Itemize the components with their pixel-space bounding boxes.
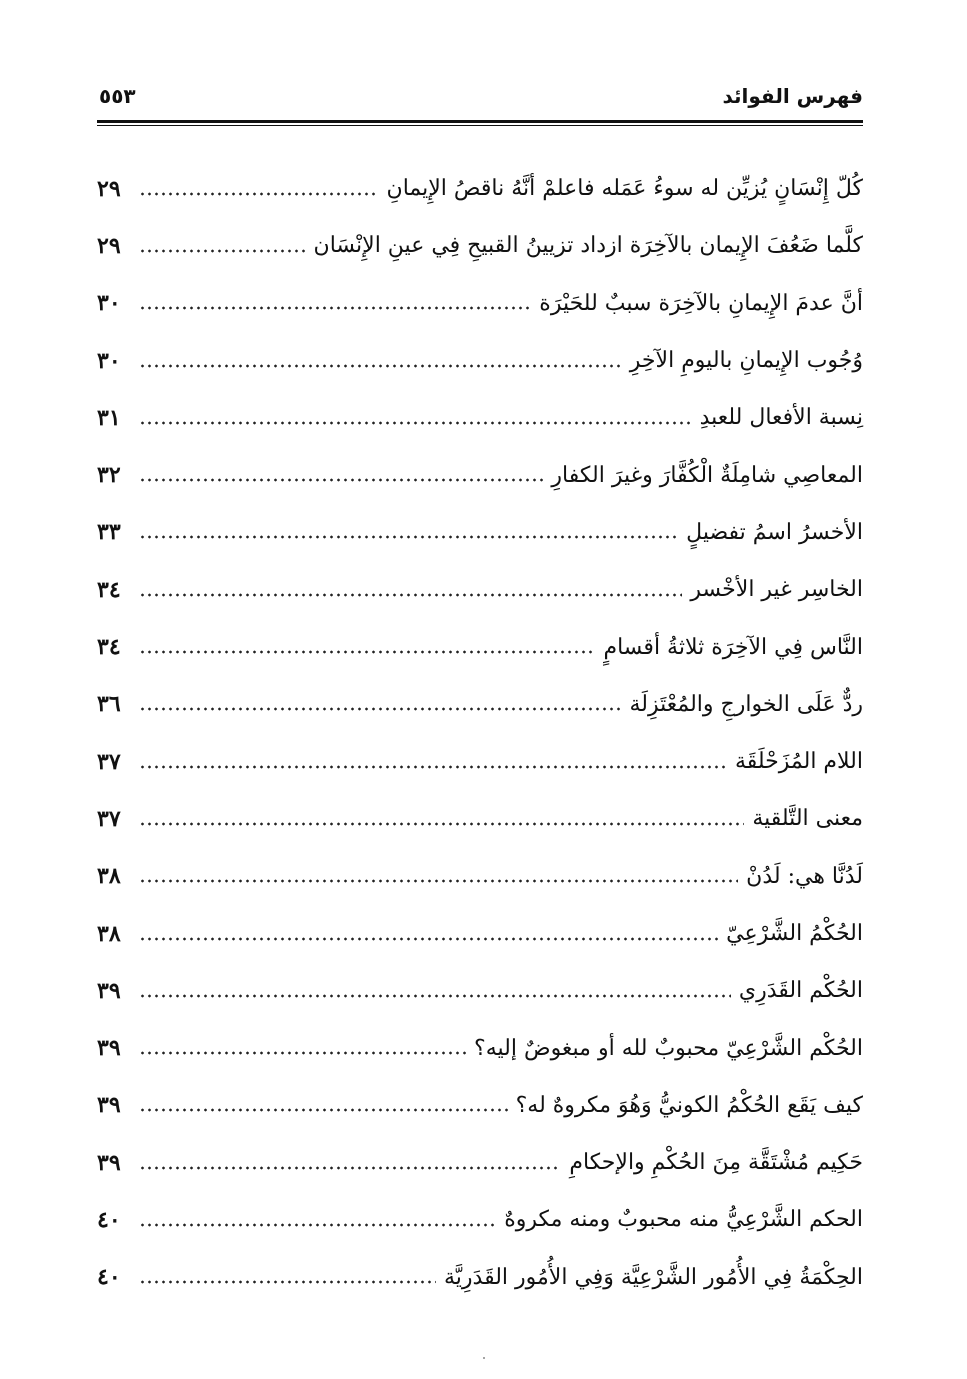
dot-leader: [139, 1223, 496, 1227]
entry-text: لَدُنَّا هي: لَدُنْ: [746, 863, 863, 889]
index-entry: [97, 1077, 863, 1134]
entry-page: ٣٤: [97, 634, 121, 661]
index-entry: [97, 676, 863, 733]
index-entry: [97, 446, 863, 503]
dot-leader: [139, 822, 744, 826]
scan-speck: [483, 1357, 485, 1359]
entry-page: ٣٩: [97, 1035, 121, 1062]
entry-text: اللام المُزَحْلَقَة: [734, 749, 863, 775]
index-entry: [97, 733, 863, 790]
index-entry: [97, 905, 863, 962]
entry-page: ٣٩: [97, 1092, 121, 1119]
index-entry: [97, 389, 863, 446]
entry-text: الحِكْمَةُ فِي الأُمُور الشَّرْعِيَّة وَفِي الأُمُور القَدَرِيَّة: [443, 1264, 863, 1290]
entry-page: ٣٧: [97, 805, 121, 832]
dot-leader: [139, 707, 621, 711]
entry-text: أنَّ عدمَ الإِيمانِ بالآخِرَة سببٌ للحَيْرَة: [539, 290, 863, 316]
dot-leader: [139, 478, 543, 482]
dot-leader: [139, 249, 306, 253]
entry-text: الحُكْمُ الشَّرْعِيّ: [726, 921, 863, 946]
entry-text: حَكِيم مُشْتَقَّة مِنَ الحُكْمِ والإحكامِ: [569, 1150, 863, 1176]
index-entry: [97, 504, 863, 561]
dot-leader: [139, 192, 379, 196]
index-entry: [97, 1249, 863, 1306]
entry-text: الخاسِر غير الأخْسر: [690, 577, 863, 603]
entry-page: ٣٩: [97, 1149, 121, 1176]
entry-page: ٣٦: [97, 691, 121, 718]
entry-page: ٤٠: [97, 1264, 121, 1291]
header-rule-thin: [97, 125, 863, 126]
page-header: [97, 84, 863, 120]
entry-page: ٣٠: [97, 290, 121, 317]
dot-leader: [139, 421, 692, 425]
entry-page: ٢٩: [97, 175, 121, 202]
dot-leader: [139, 1051, 466, 1055]
entry-text: الأخسرُ اسمُ تفضيلٍ: [686, 519, 863, 545]
dot-leader: [139, 364, 622, 368]
index-entry: [97, 1019, 863, 1076]
entry-page: ٣٨: [97, 863, 121, 890]
entry-page: ٣٣: [97, 519, 121, 546]
dot-leader: [139, 593, 682, 597]
dot-leader: [139, 1166, 561, 1170]
entry-page: ٣٢: [97, 462, 121, 489]
dot-leader: [139, 1108, 508, 1112]
entry-page: ٣٨: [97, 920, 121, 947]
dot-leader: [139, 765, 727, 769]
index-entry: [97, 275, 863, 332]
index-entry: [97, 790, 863, 847]
entry-page: ٤٠: [97, 1206, 121, 1233]
entry-text: النَّاس فِي الآخِرَة ثلاثةُ أقسامٍ: [603, 634, 863, 660]
entry-text: كيف يَقَع الحُكْمُ الكونيُّ وَهُوَ مكروهٌ له؟: [515, 1092, 863, 1118]
entry-text: معنى التَّلقية: [752, 806, 863, 832]
entry-page: ٣٩: [97, 977, 121, 1004]
entry-text: كُلّ إِنْسَانٍ يُزيِّن له سوءُ عَمَله فاعلمْ أنَّهُ ناقصُ الإِيمانِ: [386, 176, 863, 202]
dot-leader: [139, 535, 678, 539]
entry-page: ٣٠: [97, 347, 121, 374]
entry-text: نِسبة الأفعال للعبدِ: [699, 405, 863, 431]
dot-leader: [139, 306, 531, 310]
page-number: ٥٥٣: [99, 84, 136, 108]
dot-leader: [139, 1280, 436, 1284]
dot-leader: [139, 650, 595, 654]
running-title: فهرس الفوائد: [722, 84, 863, 108]
entry-page: ٢٩: [97, 232, 121, 259]
index-entry: [97, 561, 863, 618]
header-rule-thick: [97, 120, 863, 123]
dot-leader: [139, 994, 731, 998]
entry-page: ٣٤: [97, 576, 121, 603]
index-entries: [97, 160, 863, 1306]
entry-text: المعاصِي شامِلَةٌ الْكُفَّارَ وغيرَ الكفارِ: [551, 462, 863, 488]
entry-text: الحُكْم القَدَرِي: [738, 978, 863, 1004]
dot-leader: [139, 879, 738, 883]
index-entry: [97, 848, 863, 905]
index-entry: [97, 962, 863, 1019]
entry-page: ٣١: [97, 404, 121, 431]
index-entry: [97, 217, 863, 274]
index-entry: [97, 1191, 863, 1248]
dot-leader: [139, 937, 718, 941]
entry-page: ٣٧: [97, 748, 121, 775]
entry-text: وُجُوب الإِيمانِ باليومِ الآخِرِ: [629, 348, 863, 374]
index-entry: [97, 1134, 863, 1191]
entry-text: الحكم الشَّرْعِيُّ منه محبوبٌ ومنه مكروهٌ: [504, 1207, 863, 1233]
entry-text: الحُكْم الشَّرْعِيّ محبوبٌ لله أو مبغوضٌ إليه؟: [474, 1035, 863, 1061]
index-entry: [97, 332, 863, 389]
index-entry: [97, 618, 863, 675]
index-entry: [97, 160, 863, 217]
entry-text: ردٌّ عَلَى الخوارجِ والمُعْتَزِلَة: [629, 691, 863, 717]
entry-text: كلَّما ضَعُفَ الإِيمان بالآخِرَة ازداد تزيينُ القبيحِ فِي عينِ الإِنْسَان: [313, 233, 863, 259]
